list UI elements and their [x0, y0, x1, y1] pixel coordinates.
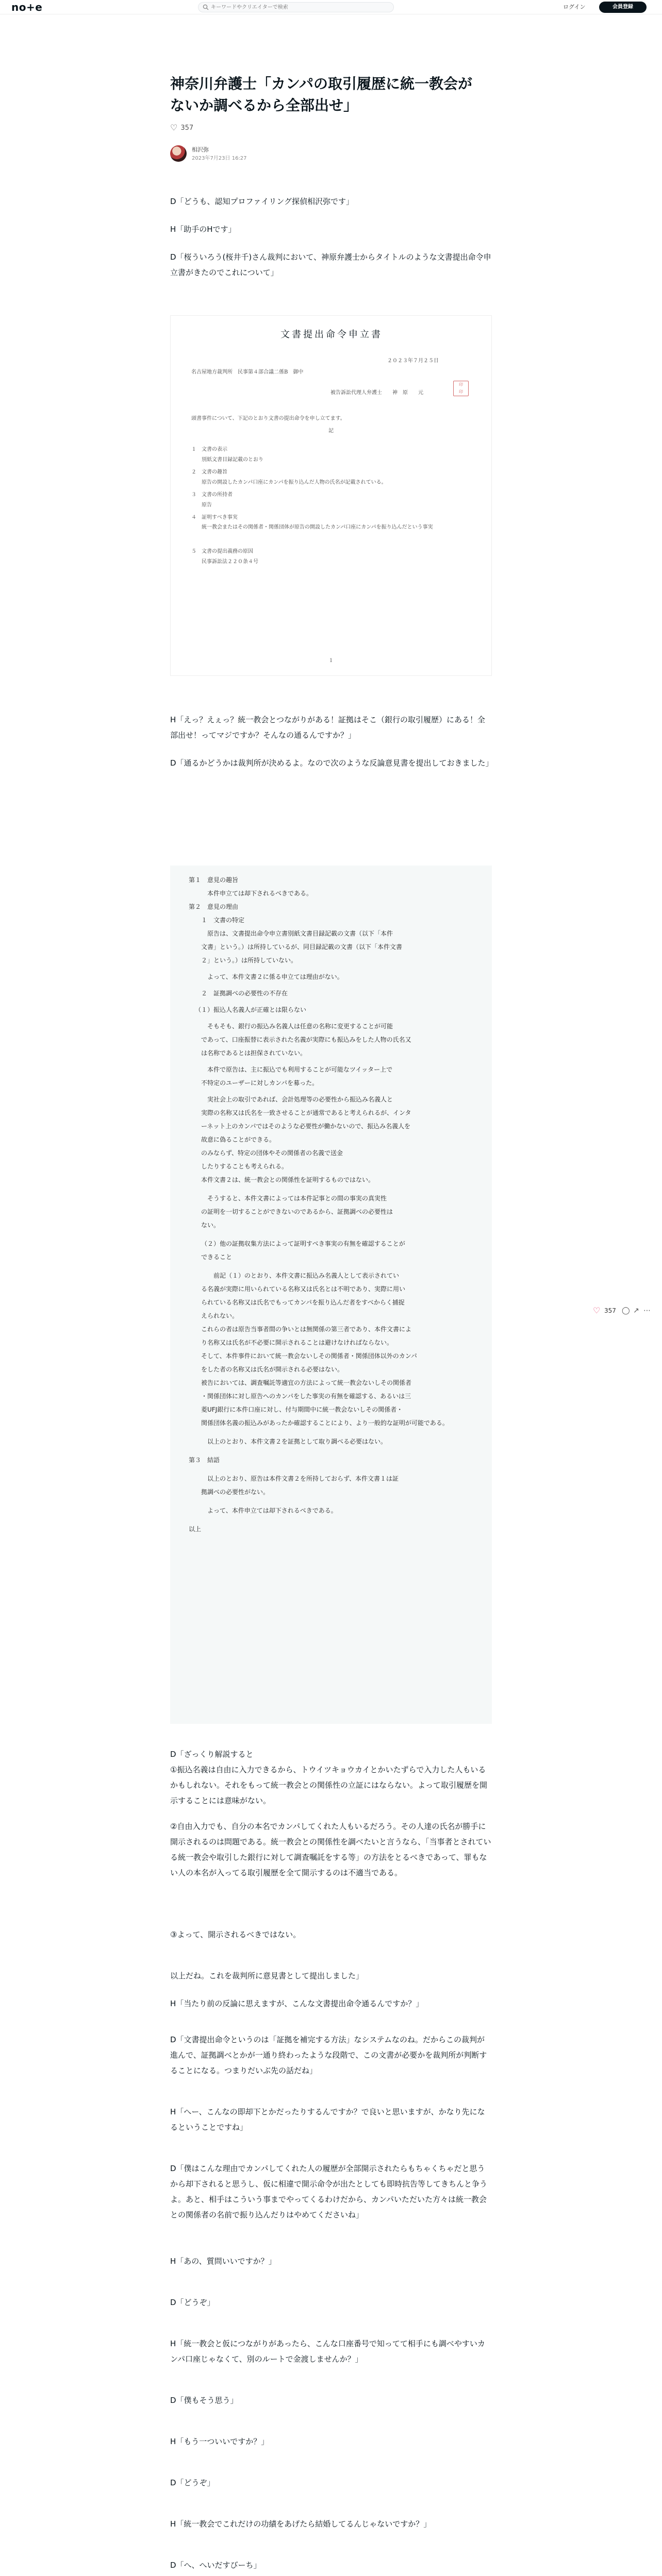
search-input[interactable]: [211, 3, 386, 11]
paragraph: H「統一教会でこれだけの功績をあげたら結婚してるんじゃないですか？」: [170, 2519, 432, 2529]
doc-court: 名古屋地方裁判所 民事第４部合議二係B 御中: [191, 369, 304, 375]
paragraph: H「あの、質問いいですか？」: [170, 2257, 276, 2266]
search-box[interactable]: [198, 2, 394, 12]
quote-line: 文書」という。）は所持しているが、同目録記載の文書（以下「本件文書: [201, 943, 403, 951]
quote-line: よって、本件文書２に係る申立ては理由がない。: [207, 973, 343, 980]
paragraph: D「通るかどうかは裁判所が決めるよ。なので次のような反論意見書を提出しておきました」: [170, 758, 493, 768]
paragraph: D「僕もそう思う」: [170, 2396, 238, 2405]
doc-title: 文書提出命令申立書: [280, 329, 383, 340]
doc-item: 民事訴訟法２２０条４号: [191, 559, 258, 565]
quote-line: そして、本件事件において統一教会ないしその関係者・関係団体以外のカンパ: [201, 1352, 417, 1360]
comment-icon[interactable]: ◯: [622, 1307, 630, 1315]
document-image: [170, 315, 492, 676]
doc-date: ２０２３年７月２５日: [387, 358, 439, 364]
quote-line: られている名称又は氏名でもってカンパを振り込んだ者をすべからく捕捉: [201, 1299, 405, 1306]
quote-line: ーネット上のカンパではそのような必要性が働かないので、振込み名義人を: [201, 1123, 411, 1130]
doc-item: ３ 文書の所持者: [191, 492, 233, 498]
top-header: [0, 0, 662, 14]
quote-line: の証明を一切することができないのであるから、証拠調べの必要性は: [201, 1208, 393, 1215]
publish-date: 2023年7月23日 16:27: [192, 156, 247, 161]
doc-intro: 頭書事件について、下記のとおり文書の提出命令を申し立てます。: [191, 416, 345, 421]
paragraph: H「へー、こんなの即却下とかだったりするんですか？で良いと思いますが、かなり先になるということですね」: [170, 2107, 485, 2132]
quote-line: 故意に偽ることができる。: [201, 1136, 276, 1143]
paragraph: D「どうぞ」: [170, 2298, 215, 2307]
paragraph: D「文書提出命令というのは「証拠を補完する方法」なシステムなのね。だからこの裁判が進んで、証拠調べとかが一通り終わったような段階で、この文書が必要かを裁判所が判断することになる。つまりだいぶ先の話だね」: [170, 2035, 487, 2075]
heart-icon: ♡: [170, 123, 178, 132]
paragraph: H「助手のHです」: [170, 225, 236, 234]
quote-line: 関係団体名義の振込みがあったか確認することにより、より一般的な証明が可能である。: [201, 1419, 449, 1427]
quote-line: 第３ 結語: [189, 1456, 220, 1464]
quote-line: 本件文書２は、統一教会との関係性を証明するものではない。: [201, 1176, 375, 1183]
doc-attorney: 被告訴訟代理人弁護士 神 原 元: [330, 390, 423, 396]
signup-button[interactable]: 会員登録: [599, 2, 647, 13]
doc-page-number: １: [328, 658, 334, 664]
quote-line: であって、口座振替に表示された名義が実際にも振込みをした人物の氏名又: [201, 1036, 411, 1043]
heart-icon[interactable]: ♡: [593, 1306, 601, 1315]
quote-line: は名称であるとは担保されていない。: [201, 1049, 307, 1057]
paragraph: D「どうも、認知プロファイリング探偵相沢弥です」: [170, 197, 354, 206]
author-name[interactable]: 相沢弥: [192, 146, 209, 153]
login-link[interactable]: ログイン: [563, 4, 586, 10]
quote-line: そうすると、本件文書によっては本件記事との間の事実の真実性: [207, 1195, 387, 1202]
quote-line: 実際の名称又は氏名を一致させることが通常であると考えられるが、インタ: [201, 1109, 411, 1116]
quote-line: 前記（１）のとおり、本件文書に振込み名義人として表示されてい: [213, 1272, 400, 1279]
quote-line: をした者の名称又は氏名が開示される必要はない。: [201, 1366, 344, 1373]
paragraph: D「僕はこんな理由でカンパしてくれた人の履歴が全部開示されたらもちゃくちゃだと思うから却下されると思うし、仮に相違で開示命令が出たとしても即時抗告等してきちんと争うよ。あと、相手はこういう事までやってくるわけだから、カンパいただいた方々は統一教会との関係者の名前で振り込んだりはやめてくださいね」: [170, 2164, 488, 2219]
quote-line: できること: [201, 1253, 233, 1261]
author-header[interactable]: [170, 143, 376, 164]
quoted-document: [170, 866, 492, 1724]
floating-action-bar: [593, 1306, 650, 1318]
quote-line: 第２ 意見の理由: [189, 903, 239, 910]
paragraph: ②自由入力でも、自分の本名でカンパしてくれた人もいるだろう。その人達の氏名が勝手に開示されるのは問題である。統一教会との関係性を調べたいと言うなら、「当事者とされている統一教会や取引した銀行に対して調査嘱託をする等」の方法をとるべきであって、罪もない人の本名が入ってる取引履歴を全て開示するのは不適当である。: [170, 1822, 491, 1877]
quote-line: 以上のとおり、本件文書２を証拠として取り調べる必要はない。: [207, 1438, 387, 1445]
quote-line: 拠調べの必要性がない。: [201, 1488, 270, 1496]
avatar[interactable]: [170, 145, 187, 162]
quote-line: 本件申立ては却下されるべきである。: [207, 890, 313, 897]
quote-line: のみならず、特定の団体やその関係者の名義で送金: [201, 1149, 343, 1157]
note-logo[interactable]: no+e: [11, 1, 43, 13]
quote-line: 原告は、文書提出命令申立書別紙文書目録記載の文書（以下「本件: [207, 930, 393, 937]
doc-item: １ 文書の表示: [191, 447, 227, 452]
paragraph: H「統一教会と仮につながりがあったら、こんな口座番号で知ってて相手にも調べやすいカンパ口座じゃなくて、別のルートで金渡しませんか？」: [170, 2339, 485, 2364]
quote-line: よって、本件申立ては却下されるべきである。: [207, 1507, 337, 1514]
paragraph: 以上だね。これを裁判所に意見書として提出しました」: [170, 1971, 364, 1980]
quote-line: 以上のとおり、原告は本件文書２を所持しておらず、本件文書１は証: [207, 1475, 399, 1482]
paragraph: D「へ、へいだすびーち」: [170, 2561, 261, 2570]
quote-line: したりすることも考えられる。: [201, 1163, 288, 1170]
quote-line: １ 文書の特定: [201, 917, 245, 924]
quote-line: これらの者は原告当事者間の争いとは無関係の第三者であり、本件文書によ: [201, 1326, 412, 1333]
quote-line: 実社会上の取引であれば、会計処理等の必要性から振込み名義人と: [207, 1096, 393, 1103]
paragraph: D「桜ういろう(桜井千)さん裁判において、神原弁護士からタイトルのような文書提出命令申立書がきたのでこれについて」: [170, 252, 491, 277]
quote-line: そもそも、銀行の振込み名義人は任意の名称に変更することが可能: [207, 1023, 393, 1030]
doc-ki: 記: [328, 428, 334, 434]
article-title: 神奈川弁護士「カンパの取引履歴に統一教会がないか調べるから全部出せ」: [170, 75, 473, 114]
quote-line: る名義が実際に用いられている名称又は氏名とは不明であり、実際に用い: [201, 1285, 406, 1293]
doc-item: ５ 文書の提出義務の原因: [191, 549, 253, 554]
quote-line: 菱UFJ銀行に本件口座に対し、付与期間中に統一教会ないしその関係者・: [201, 1406, 403, 1413]
doc-item: 原告の開設したカンパ口座にカンパを振り込んだ人物の氏名が記載されている。: [191, 480, 387, 485]
paragraph: H「当たり前の反論に思えますが、こんな文書提出命令通るんですか？」: [170, 1999, 424, 2008]
doc-item: ４ 証明すべき事実: [191, 515, 238, 520]
quote-line: ２ 証拠調べの必要性の不存在: [201, 990, 288, 997]
doc-item: 原告: [191, 502, 212, 508]
paragraph: D「ざっくり解説すると: [170, 1750, 254, 1759]
paragraph: H「もう一ついいですか？」: [170, 2437, 269, 2446]
doc-item: 別紙文書目録記載のとおり: [191, 457, 263, 463]
quote-line: ない。: [201, 1222, 220, 1229]
quote-line: （２）他の証拠収集方法によって証明すべき事実の有無を確認することが: [201, 1240, 405, 1247]
quote-line: （１）振込人名義人が正確とは限らない: [195, 1006, 307, 1013]
quote-line: 本件で原告は、主に振込でも利用することが可能なツイッター上で: [207, 1066, 393, 1073]
quote-line: 被告においては、調査嘱託等適宜の方法によって統一教会ないしその関係者: [201, 1379, 412, 1386]
quote-line: えられない。: [201, 1312, 239, 1319]
seal-stamp: 印 印: [453, 381, 469, 396]
side-like-count: 357: [604, 1307, 616, 1314]
paragraph: H「えっ？えぇっ？統一教会とつながりがある！証拠はそこ（銀行の取引履歴）にある！全部出せ！ってマジですか？そんなの通るんですか？」: [170, 715, 485, 740]
quote-line: ２」という。）は所持していない。: [201, 957, 297, 964]
quote-line: り名称又は氏名が不必要に開示されることは避けなければならない。: [201, 1339, 393, 1346]
search-icon: [203, 4, 209, 10]
like-count-top[interactable]: ♡ 357: [170, 123, 194, 132]
quote-line: 以上: [189, 1526, 202, 1533]
paragraph: ③よって、開示されるべきではない。: [170, 1930, 301, 1939]
paragraph: ①振込名義は自由に入力できるから、トウイツキョウカイとかいたずらで入力した人もいるかもしれない。それをもって統一教会との関係性の立証にはならない。よって取引履歴を開示することには意味がない。: [170, 1765, 488, 1805]
share-icon[interactable]: ↗: [633, 1307, 639, 1315]
quote-line: ・関係団体に対し原告へのカンパをした事実の有無を確認する、あるいは三: [201, 1393, 411, 1400]
doc-item: 統一教会またはその関係者・関係団体が原告の開設したカンパ口座にカンパを振り込んだという事実: [191, 524, 433, 530]
paragraph: D「どうぞ」: [170, 2478, 215, 2487]
doc-item: ２ 文書の趣旨: [191, 469, 227, 475]
more-icon[interactable]: ⋯: [643, 1307, 651, 1315]
quote-line: 第１ 意見の趣旨: [189, 876, 239, 884]
quote-line: 不特定のユーザーに対しカンパを募った。: [201, 1079, 319, 1087]
